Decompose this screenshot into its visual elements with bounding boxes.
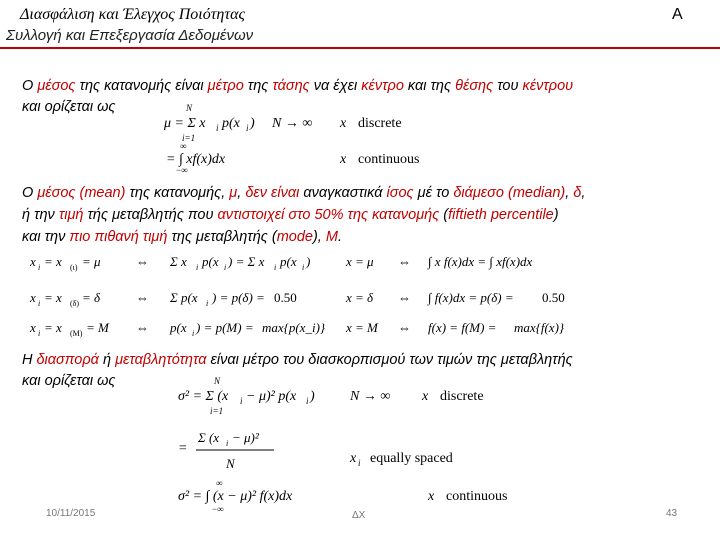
svg-text:i=1: i=1 [210,406,224,416]
svg-text:(ι): (ι) [70,263,78,272]
svg-text:x: x [422,389,429,404]
footer-date: 10/11/2015 [46,508,96,519]
mean-defined-as-text: και ορίζεται ως [22,99,116,115]
svg-text:x = M: x = M [346,320,378,335]
slide-subtitle: Συλλογή και Επεξεργασία Δεδομένων [6,27,254,44]
svg-text:i: i [246,123,249,133]
svg-text:p(x: p(x [202,254,219,269]
svg-text:N: N [226,456,235,471]
svg-text:i: i [306,396,309,406]
svg-text:N: N [214,376,221,386]
svg-text:⇔: ⇔ [136,254,149,269]
svg-text:i: i [38,329,41,338]
mode-max-continuous: max{f(x)} [514,320,565,335]
svg-text:i: i [38,299,41,308]
equally-spaced-label: equally spaced [370,451,453,466]
page-number: 43 [666,508,678,519]
svg-text:x: x [350,451,357,466]
svg-text:i: i [302,263,305,272]
svg-text:i=1: i=1 [182,133,196,143]
svg-text:N: N [186,103,193,113]
header-divider [0,47,720,49]
svg-text:i: i [240,396,243,406]
svg-text:∫ x f(x)dx = ∫ xf(x)dx: ∫ x f(x)dx = ∫ xf(x)dx [428,254,533,269]
svg-text:i: i [274,263,277,272]
svg-text:i: i [358,458,361,468]
svg-text:Σ x: Σ x [170,254,187,269]
svg-text:p(x: p(x [222,116,240,131]
continuous-label: continuous [358,152,420,167]
svg-text:i: i [226,439,229,448]
svg-text:x: x [340,152,347,167]
svg-text:x: x [340,116,347,131]
median-probability-value: 0.50 [274,290,297,305]
svg-text:i: i [224,263,227,272]
svg-text:) = p(M) =: ) = p(M) = [196,320,254,335]
variance-definition-text: Η διασπορά ή μεταβλητότητα είναι μέτρο του διασκορπισμού των τιμών της μεταβλητής [22,352,573,368]
footer-author: ΔΧ [352,510,366,521]
n-to-infinity: N → ∞ [272,116,313,131]
svg-text:−∞: −∞ [176,165,188,175]
svg-text:i: i [206,299,209,308]
svg-text:Σ p(x: Σ p(x [170,290,198,305]
median-probability-value-continuous: 0.50 [542,290,565,305]
discrete-label: discrete [358,116,402,131]
mean-formulas [160,103,480,175]
svg-text:i: i [38,263,41,272]
mean-median-mode-formulas [30,244,590,344]
variance-formulas [170,376,508,526]
svg-text:= ∫ xf(x)dx: = ∫ xf(x)dx [166,152,226,167]
variance-defined-as-text: και ορίζεται ως [22,373,116,389]
svg-text:): ) [250,116,255,131]
svg-text:i: i [196,263,199,272]
svg-text:= x: = x [44,290,62,305]
mode-max-discrete: max{p(x_i)} [262,320,326,335]
mode-text: και την πιο πιθανή τιμή της μεταβλητής (mode), M. [22,229,342,245]
svg-text:p(x: p(x [170,320,187,335]
svg-text:=: = [178,441,188,456]
svg-text:⇔: ⇔ [398,290,411,305]
svg-text:⇔: ⇔ [398,254,411,269]
svg-text:x = δ: x = δ [346,290,374,305]
svg-text:(M): (M) [70,329,83,338]
svg-text:⇔: ⇔ [136,290,149,305]
svg-text:μ = Σ x: μ = Σ x [164,116,206,131]
section-letter: Α [672,6,683,23]
median-value-text: ή την τιμή τής μεταβλητής που αντιστοιχεί στο 50% της κατανομής (fiftieth percentile) [22,207,559,223]
svg-text:σ² = Σ (x: σ² = Σ (x [178,389,229,404]
svg-text:σ² = ∫ (x − μ)² f(x)dx: σ² = ∫ (x − μ)² f(x)dx [178,489,293,504]
svg-text:∞: ∞ [216,478,223,488]
svg-text:= δ: = δ [82,290,101,305]
mean-vs-median-text: Ο μέσος (mean) της κατανομής, μ, δεν είναι αναγκαστικά ίσος μέ το διάμεσο (median), δ, [22,185,586,201]
svg-text:⇔: ⇔ [136,320,149,335]
svg-text:x: x [30,320,36,335]
variance-n-to-infinity: N → ∞ [350,389,391,404]
svg-text:= μ: = μ [82,254,101,269]
svg-text:p(x: p(x [280,254,297,269]
svg-text:i: i [192,329,195,338]
svg-text:= M: = M [86,320,109,335]
svg-text:f(x) = f(M) =: f(x) = f(M) = [428,320,497,335]
svg-text:x = μ: x = μ [346,254,374,269]
svg-text:∫ f(x)dx = p(δ) =: ∫ f(x)dx = p(δ) = [428,290,514,305]
svg-text:⇔: ⇔ [398,320,411,335]
svg-text:∞: ∞ [180,141,187,151]
svg-text:−∞: −∞ [212,504,224,514]
svg-text:x: x [30,290,36,305]
svg-text:x: x [30,254,36,269]
svg-text:): ) [310,389,315,404]
svg-text:= x: = x [44,254,62,269]
variance-discrete-label: discrete [440,389,484,404]
svg-text:) = p(δ) =: ) = p(δ) = [212,290,265,305]
svg-text:): ) [306,254,311,269]
svg-text:) = Σ x: ) = Σ x [228,254,265,269]
svg-text:i: i [216,123,219,133]
svg-text:− μ)²: − μ)² [232,430,259,445]
svg-text:= x: = x [44,320,62,335]
mean-definition-text: Ο μέσος της κατανομής είναι μέτρο της τάσης να έχει κέντρο και της θέσης του κέντρου [22,78,574,94]
svg-text:x: x [428,489,435,504]
svg-text:− μ)² p(x: − μ)² p(x [246,389,297,404]
presentation-title: Διασφάλιση και Έλεγχος Ποιότητας [20,6,245,23]
svg-text:Σ (x: Σ (x [198,430,220,445]
variance-continuous-label: continuous [446,489,508,504]
svg-text:(δ): (δ) [70,299,80,308]
